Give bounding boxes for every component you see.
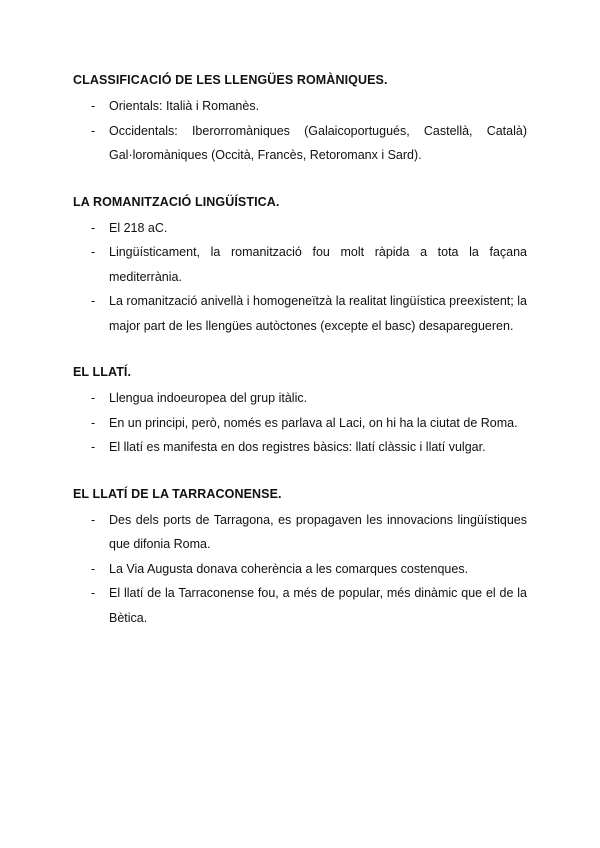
section-llati-tarraconense bbox=[73, 484, 527, 631]
list-item bbox=[73, 581, 527, 630]
section-title: EL LLATÍ. bbox=[73, 365, 132, 379]
list-item bbox=[73, 411, 527, 436]
bullet-dash: - bbox=[91, 391, 96, 405]
list-item-text: Llengua indoeuropea del grup itàlic. bbox=[109, 391, 308, 405]
section-title: CLASSIFICACIÓ DE LES LLENGÜES ROMÀNIQUES. bbox=[73, 73, 388, 87]
list-item-text: Orientals: Italià i Romanès. bbox=[109, 99, 260, 113]
list-item bbox=[73, 557, 527, 582]
section-romanitzacio bbox=[73, 192, 527, 339]
list-item bbox=[73, 289, 527, 338]
document-page bbox=[73, 70, 527, 654]
bullet-dash: - bbox=[91, 415, 96, 430]
bullet-dash: - bbox=[91, 123, 96, 138]
list-item-text: La Via Augusta donava coherència a les comarques costenques. bbox=[109, 561, 469, 576]
list-item-text: El llatí de la Tarraconense fou, a més de popular, més dinàmic que el de la Bètica. bbox=[109, 586, 527, 625]
list-item-text: En un principi, però, només es parlava al Laci, on hi ha la ciutat de Roma. bbox=[109, 415, 518, 430]
section-title: EL LLATÍ DE LA TARRACONENSE. bbox=[73, 486, 282, 501]
bullet-dash: - bbox=[91, 512, 96, 527]
list-item bbox=[73, 240, 527, 289]
list-item-text: Des dels ports de Tarragona, es propagaven les innovacions lingüístiques que difonia Roma. bbox=[109, 512, 527, 551]
list-item bbox=[73, 94, 527, 119]
bullet-list bbox=[73, 216, 527, 339]
list-item bbox=[73, 508, 527, 557]
list-item-text: El 218 aC. bbox=[109, 220, 168, 235]
bullet-dash: - bbox=[91, 586, 96, 600]
bullet-dash: - bbox=[91, 440, 96, 454]
bullet-list bbox=[73, 94, 527, 168]
list-item-text: Occidentals: Iberorromàniques (Galaicoportugués, Castellà, Català) Gal·loromàniques (Occità, Francès, Retoromanx i Sard). bbox=[109, 123, 527, 162]
list-item-text: La romanització anivellà i homogeneïtzà la realitat lingüística preexistent; la major part de les llengües autòctones (excepte el basc) desaparegueren. bbox=[109, 294, 527, 333]
bullet-dash: - bbox=[91, 294, 96, 308]
list-item-text: El llatí es manifesta en dos registres bàsics: llatí clàssic i llatí vulgar. bbox=[109, 440, 486, 454]
list-item bbox=[73, 119, 527, 168]
bullet-dash: - bbox=[91, 99, 96, 113]
list-item-text: Lingüísticament, la romanització fou molt ràpida a tota la façana mediterrània. bbox=[109, 245, 527, 284]
bullet-dash: - bbox=[91, 245, 96, 259]
list-item bbox=[73, 435, 527, 460]
list-item bbox=[73, 386, 527, 411]
section-classificacio bbox=[73, 70, 527, 168]
bullet-dash: - bbox=[91, 220, 96, 235]
bullet-dash: - bbox=[91, 561, 96, 576]
section-title: LA ROMANITZACIÓ LINGÜÍSTICA. bbox=[73, 194, 280, 209]
list-item bbox=[73, 216, 527, 241]
bullet-list bbox=[73, 386, 527, 460]
section-llati bbox=[73, 362, 527, 460]
bullet-list bbox=[73, 508, 527, 631]
